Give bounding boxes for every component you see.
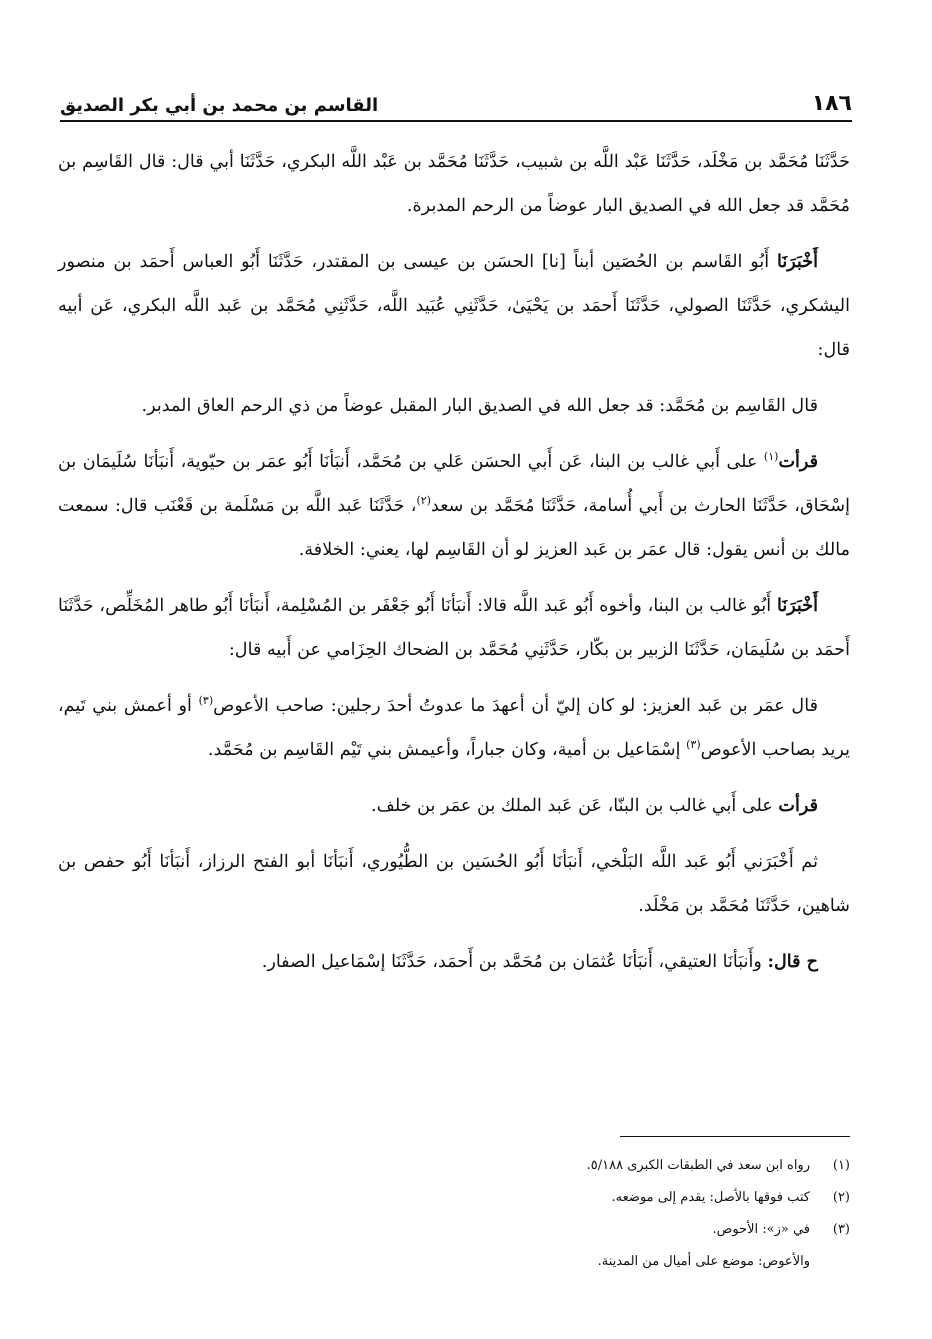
footnote-number: (٣) [832, 1222, 850, 1237]
paragraph-7 [58, 784, 850, 828]
paragraph-8 [58, 840, 850, 928]
paragraph-3 [58, 384, 850, 428]
paragraph-3-text: قال القَاسِم بن مُحَمَّد: قد جعل الله في الصديق البار المقبل عوضاً من ذي الرحم العاق المدبر. [141, 396, 818, 416]
paragraph-6-text-b: أو أعمش بني تَيم، يريد بصاحب الأعوص [58, 696, 850, 760]
footnote-text: في «ز»: الأحوص. [712, 1222, 810, 1237]
paragraph-6-text-c: إسْمَاعيل بن أمية، وكان جباراً، وأعيمش بني تَيْم القَاسِم بن مُحَمَّد. [207, 740, 687, 760]
paragraph-4 [58, 440, 850, 572]
footnote-text: رواه ابن سعد في الطبقات الكبرى ٥/١٨٨. [586, 1158, 810, 1173]
paragraph-5 [58, 584, 850, 672]
paragraph-6-text-a: قال عمَر بن عَبد العزيز: لو كان إليّ أن أعهدَ ما عدوتُ أحدَ رجلين: صاحب الأعوص [213, 696, 818, 716]
paragraph-4-text-a: على أَبي غالب بن البنا، عَن أَبي الحسَن عَلي بن مُحَمَّد، أَنبَأنَا أَبُو عمَر بن حيّوية، أَنبَأنَا سُلَيمَان بن إسْحَاق، حَدَّثَنَا الحارث بن أَبي أُسامة، حَدَّثَنَا مُحَمَّد بن سعد [58, 452, 850, 516]
main-text [58, 140, 850, 996]
footnote-number: (١) [832, 1158, 850, 1173]
footnotes [60, 1150, 850, 1278]
footnote-3 [60, 1214, 850, 1246]
footnote-divider [620, 1136, 850, 1137]
paragraph-4-text-b: ، حَدَّثَنَا عَبد اللَّه بن مَسْلَمة بن قَعْنَب قال: سمعت مالك بن أنس يقول: قال عمَر بن عَبد العزيز لو أن القَاسِم لها، يعني: الخلافة. [58, 496, 850, 560]
paragraph-2-lead: أَخْبَرَنَا [776, 251, 818, 272]
paragraph-8-text: ثم أَخْبَرَني أَبُو عَبد اللَّه البَلْخي، أَنبَأنَا أَبُو الحُسَين بن الطُّيُوري، أَنبَأنَا أبو الفتح الرزاز، أَنبَأنَا أَبُو حفص بن شاهين، حَدَّثَنَا مُحَمَّد بن مَخْلَد. [58, 852, 850, 916]
footnote-ref-2: (٢) [416, 494, 431, 508]
page-header [60, 72, 852, 116]
footnote-number: (٢) [832, 1190, 850, 1205]
paragraph-4-lead: قرأت [778, 451, 819, 472]
footnote-ref-1: (١) [763, 450, 779, 464]
paragraph-2-text: أَبُو القَاسم بن الحُصَين أبناً [نا] الحسَن بن عيسى بن المقتدر، حَدَّثَنَا أَبُو العباس أَحمَد بن منصور اليشكري، حَدَّثَنَا الصولي، حَدَّثَنَا أَحمَد بن يَحْيَىٰ، حَدَّثَنِي عُبَيد اللَّه، حَدَّثَنِي مُحَمَّد بن عَبد اللَّه البكري، عَن أبيه قال: [58, 252, 850, 360]
paragraph-2 [58, 240, 850, 372]
paragraph-1-text: حَدَّثَنَا مُحَمَّد بن مَخْلَد، حَدَّثَنَا عَبْد اللَّه بن شبيب، حَدَّثَنَا مُحَمَّد بن عَبْد اللَّه البكري، حَدَّثَنَا أبي قال: قال القَاسِم بن مُحَمَّد قد جعل الله في الصديق البار عوضاً من الرحم المدبرة. [58, 152, 850, 216]
page-number: ١٨٦ [811, 91, 852, 116]
paragraph-7-text: على أَبي غالب بن البنّا، عَن عَبد الملك بن عمَر بن خلف. [371, 796, 779, 816]
running-title: القاسم بن محمد بن أبي بكر الصديق [60, 95, 379, 116]
paragraph-5-lead: أَخْبَرَنَا [776, 595, 818, 616]
header-divider [60, 120, 852, 122]
paragraph-9-text: وأَنبَأنَا العتيقي، أَنبَأنَا عُثمَان بن مُحَمَّد بن أَحمَد، حَدَّثَنَا إسْمَاعيل الصفار. [261, 952, 768, 972]
paragraph-1 [58, 140, 850, 228]
footnote-ref-3b: (٣) [686, 738, 701, 752]
paragraph-9-lead: ح قال: [767, 951, 818, 972]
paragraph-5-text: أَبُو غالب بن البنا، وأخوه أَبُو عَبد اللَّه قالا: أَنبَأنَا أَبُو جَعْفَر بن المُسْلِمة، أَنبَأنَا أَبُو طاهر المُخَلِّص، حَدَّثَنَا أَحمَد بن سُلَيمَان، حَدَّثَنَا الزبير بن بكّار، حَدَّثَنِي مُحَمَّد بن الضحاك الحِزَامي عن أَبيه قال: [58, 596, 850, 660]
footnote-1 [60, 1150, 850, 1182]
paragraph-6 [58, 684, 850, 772]
footnote-ref-3a: (٣) [198, 694, 214, 708]
footnote-3-continuation: والأعوص: موضع على أميال من المدينة. [597, 1254, 810, 1269]
paragraph-9 [58, 940, 850, 984]
footnote-2 [60, 1182, 850, 1214]
paragraph-7-lead: قرأت [778, 795, 818, 816]
footnote-text: كتب فوقها بالأصل: يقدم إلى موضعه. [611, 1190, 810, 1205]
